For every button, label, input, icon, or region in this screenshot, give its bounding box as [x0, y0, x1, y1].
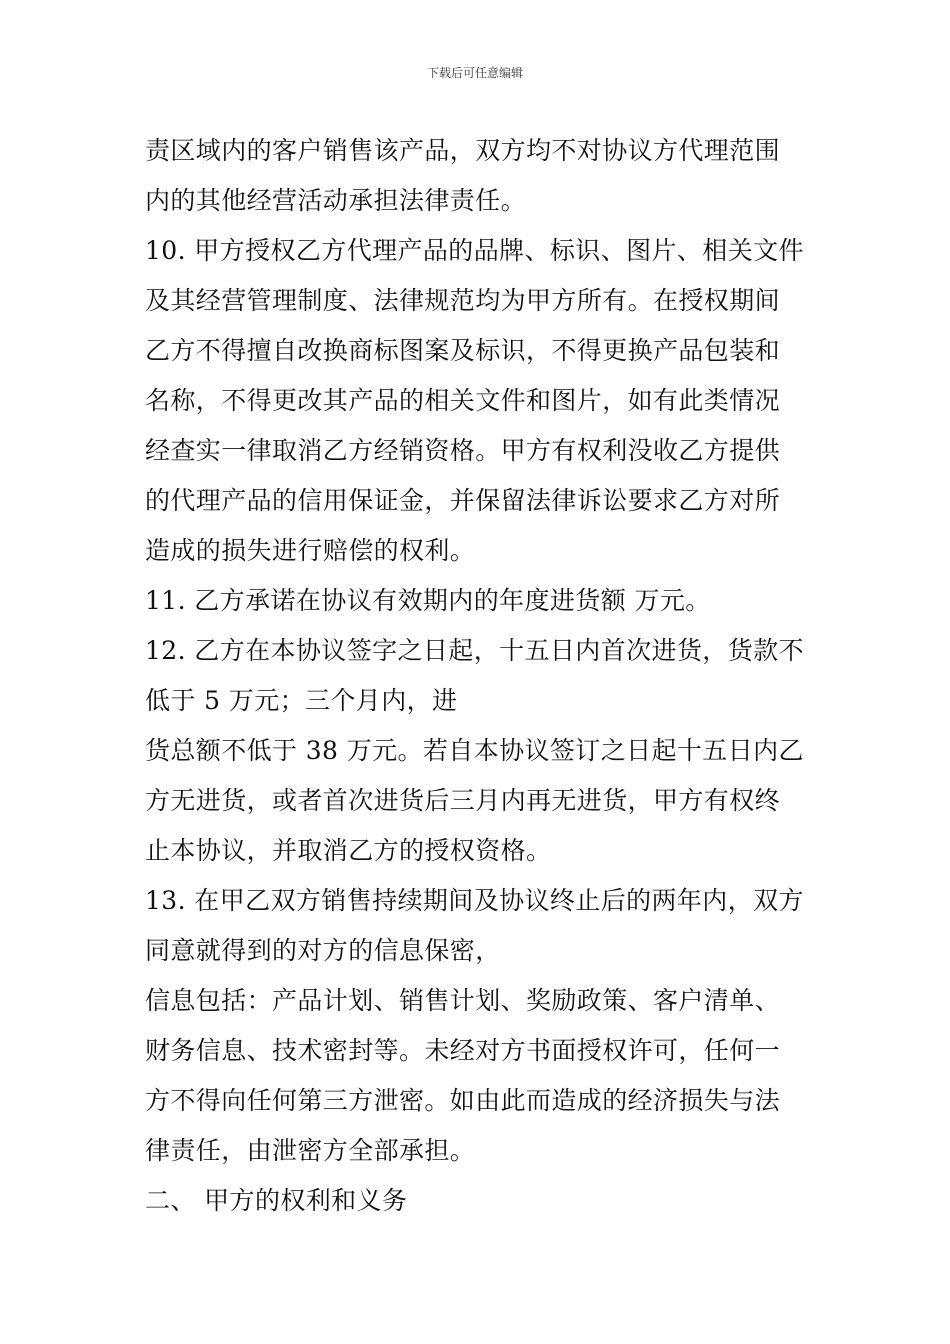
- text-line: 货总额不低于 38 万元。若自本协议签订之日起十五日内乙: [145, 736, 804, 765]
- text-line: 的代理产品的信用保证金，并保留法律诉讼要求乙方对所: [145, 486, 781, 515]
- text-line: 及其经营管理制度、法律规范均为甲方所有。在授权期间: [145, 286, 781, 315]
- text-line: 12. 乙方在本协议签字之日起，十五日内首次进货，货款不: [145, 636, 804, 665]
- text-line: 责区域内的客户销售该产品，双方均不对协议方代理范围: [145, 136, 781, 165]
- text-line: 名称，不得更改其产品的相关文件和图片，如有此类情况: [145, 386, 781, 415]
- text-line: 止本协议，并取消乙方的授权资格。: [145, 836, 552, 865]
- page-header: 下载后可任意编辑: [426, 66, 523, 80]
- text-line: 内的其他经营活动承担法律责任。: [145, 186, 527, 215]
- text-line: 方无进货，或者首次进货后三月内再无进货，甲方有权终: [145, 786, 781, 815]
- text-line: 乙方不得擅自改换商标图案及标识，不得更换产品包装和: [145, 336, 781, 365]
- text-line: 财务信息、技术密封等。未经对方书面授权许可，任何一: [145, 1036, 781, 1065]
- document-body: [145, 126, 813, 1226]
- text-line: 13. 在甲乙双方销售持续期间及协议终止后的两年内，双方: [145, 886, 804, 915]
- text-line: 经查实一律取消乙方经销资格。甲方有权利没收乙方提供: [145, 436, 781, 465]
- text-line: 律责任，由泄密方全部承担。: [145, 1136, 476, 1165]
- text-line: 同意就得到的对方的信息保密，: [145, 936, 501, 965]
- text-line: 10. 甲方授权乙方代理产品的品牌、标识、图片、相关文件: [145, 236, 804, 265]
- section-heading: 二、 甲方的权利和义务: [145, 1186, 408, 1215]
- text-line: 信息包括：产品计划、销售计划、奖励政策、客户清单、: [145, 986, 781, 1015]
- text-line: 造成的损失进行赔偿的权利。: [145, 536, 476, 565]
- text-line: 方不得向任何第三方泄密。如由此而造成的经济损失与法: [145, 1086, 781, 1115]
- text-line: 低于 5 万元；三个月内，进: [145, 686, 458, 715]
- text-line: 11. 乙方承诺在协议有效期内的年度进货额 万元。: [145, 586, 711, 615]
